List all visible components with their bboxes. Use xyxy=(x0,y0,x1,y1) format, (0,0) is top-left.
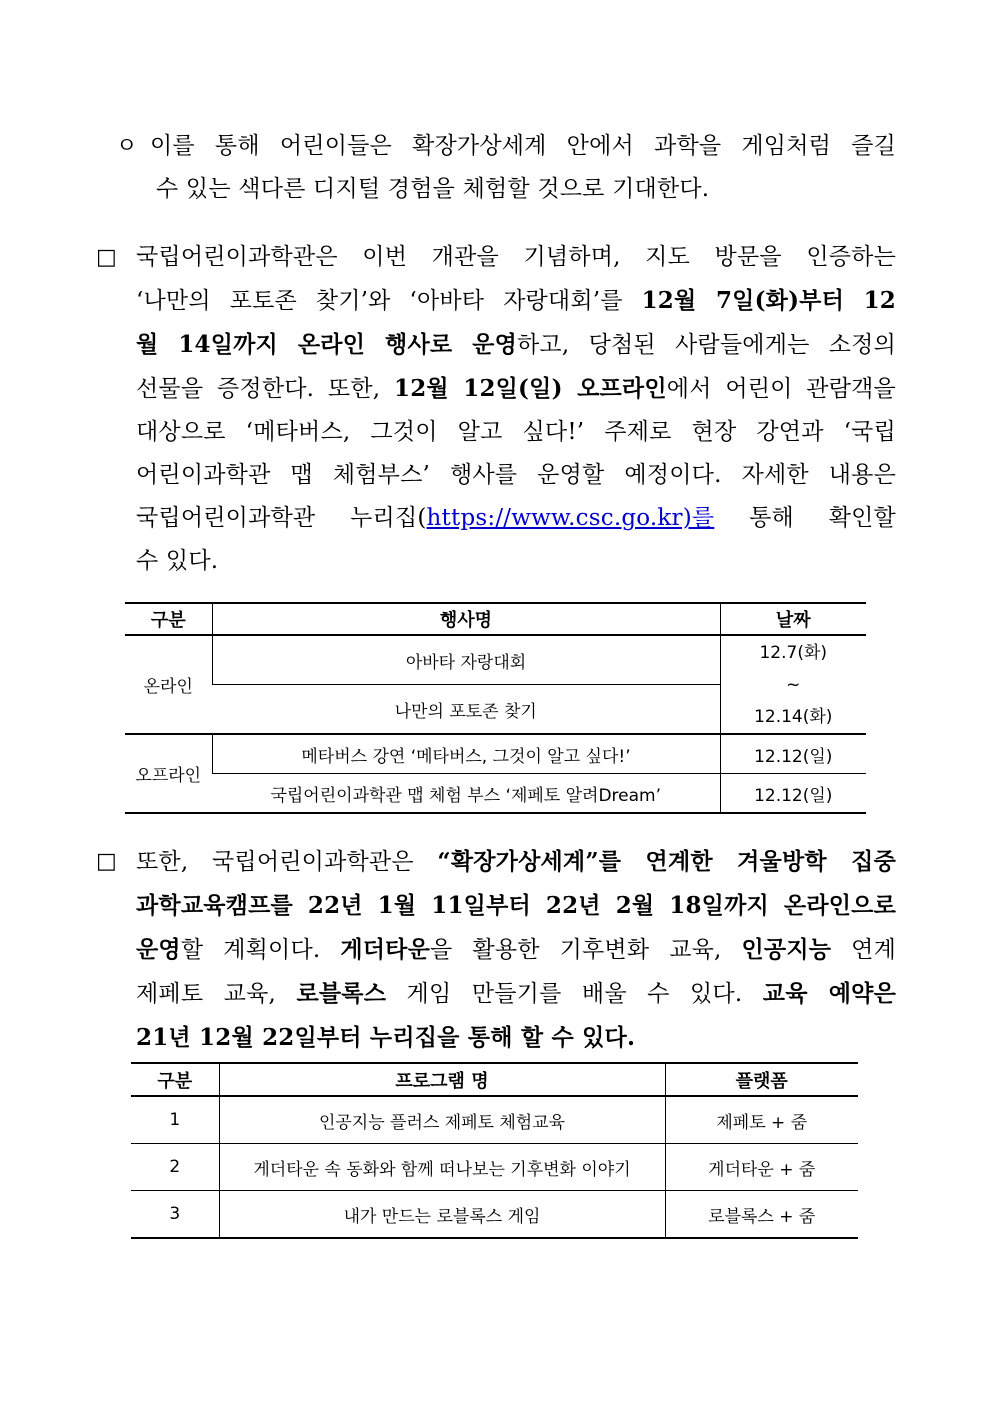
text-line xyxy=(136,884,896,928)
table-row xyxy=(131,1096,858,1144)
table-row xyxy=(131,1144,858,1191)
table-row xyxy=(131,1191,858,1239)
event-name: 메타버스 강연 ‘메타버스, 그것이 알고 싶다!’ xyxy=(212,734,720,774)
program-name: 인공지능 플러스 제페토 체험교육 xyxy=(219,1096,665,1144)
table-header-row xyxy=(125,603,866,635)
website-link[interactable]: https://www.csc.go.kr)를 xyxy=(426,505,715,531)
program-number: 2 xyxy=(131,1144,219,1191)
text-line xyxy=(136,323,896,367)
header-date: 날짜 xyxy=(720,603,866,635)
checkbox-marker: □ xyxy=(96,245,117,270)
bold-text: 게더타운 xyxy=(340,936,431,963)
text-span: 통해 확인할 xyxy=(714,505,896,531)
category-offline: 오프라인 xyxy=(125,734,212,813)
bold-text: 과학교육캠프를 22년 1월 11일부터 22년 2월 18일까지 온라인으로 xyxy=(136,892,896,919)
text-line xyxy=(136,1016,896,1060)
bold-text: “확장가상세계”를 연계한 겨울방학 집중 xyxy=(437,848,896,875)
text-span: 연계 xyxy=(831,937,896,963)
text-span: 국립어린이과학관 누리집( xyxy=(136,505,427,531)
paragraph-1-continued xyxy=(156,168,896,211)
online-date-range xyxy=(720,635,866,734)
text-span: 하고, 당첨된 사람들에게는 소정의 xyxy=(517,332,896,358)
event-date: 12.12(일) xyxy=(720,774,866,814)
event-name: 국립어린이과학관 맵 체험 부스 ‘제페토 알려Dream’ xyxy=(212,774,720,814)
text-line xyxy=(136,367,896,411)
program-number: 1 xyxy=(131,1096,219,1144)
date-start: 12.7(화) xyxy=(759,642,828,663)
table-row xyxy=(125,774,866,814)
table-row xyxy=(125,734,866,774)
text-line xyxy=(136,928,896,972)
text-line: 수 있는 색다른 디지털 경험을 체험할 것으로 기대한다. xyxy=(156,176,710,202)
bold-text: 12월 7일(화)부터 12 xyxy=(641,287,896,314)
event-table xyxy=(125,602,866,814)
text-line xyxy=(136,840,896,884)
bold-text: 운영 xyxy=(136,936,181,963)
text-line: 대상으로 ‘메타버스, 그것이 알고 싶다!’ 주제로 현장 강연과 ‘국립 xyxy=(136,419,896,445)
event-name: 나만의 포토존 찾기 xyxy=(212,685,720,735)
paragraph-2 xyxy=(136,236,896,583)
header-platform: 플랫폼 xyxy=(665,1063,858,1096)
program-platform: 로블록스 + 줌 xyxy=(665,1191,858,1239)
table-row xyxy=(125,635,866,685)
text-line xyxy=(136,972,896,1016)
event-date: 12.12(일) xyxy=(720,734,866,774)
text-span: 에서 어린이 관람객을 xyxy=(666,376,896,402)
header-number: 구분 xyxy=(131,1063,219,1096)
program-name: 내가 만드는 로블록스 게임 xyxy=(219,1191,665,1239)
header-event-name: 행사명 xyxy=(212,603,720,635)
table-header-row xyxy=(131,1063,858,1096)
text-span: 할 계획이다. xyxy=(180,937,341,963)
text-line xyxy=(136,497,896,540)
text-span: 선물을 증정한다. 또한, xyxy=(136,376,394,402)
paragraph-1 xyxy=(150,125,896,168)
bold-text: 교육 예약은 xyxy=(762,980,896,1007)
text-span: 제페토 교육, xyxy=(136,981,297,1007)
program-number: 3 xyxy=(131,1191,219,1239)
text-span: 게임 만들기를 배울 수 있다. xyxy=(386,981,763,1007)
date-separator: ~ xyxy=(786,674,801,695)
bold-text: 21년 12월 22일부터 누리집을 통해 할 수 있다. xyxy=(136,1024,636,1051)
paragraph-3 xyxy=(136,840,896,1060)
program-platform: 제페토 + 줌 xyxy=(665,1096,858,1144)
text-line: 수 있다. xyxy=(136,548,219,574)
program-table xyxy=(131,1062,858,1239)
bold-text: 로블록스 xyxy=(296,980,387,1007)
text-span: 또한, 국립어린이과학관은 xyxy=(136,849,438,875)
checkbox-marker: □ xyxy=(96,849,117,874)
text-span: 을 활용한 기후변화 교육, xyxy=(430,937,742,963)
header-category: 구분 xyxy=(125,603,212,635)
text-line: 국립어린이과학관은 이번 개관을 기념하며, 지도 방문을 인증하는 xyxy=(136,244,896,270)
text-line xyxy=(136,279,896,323)
header-program-name: 프로그램 명 xyxy=(219,1063,665,1096)
date-end: 12.14(화) xyxy=(754,706,833,727)
bold-text: 12월 12일(일) 오프라인 xyxy=(393,375,667,402)
bold-text: 월 14일까지 온라인 행사로 운영 xyxy=(136,331,518,358)
text-span: ‘나만의 포토존 찾기’와 ‘아바타 자랑대회’를 xyxy=(136,288,642,314)
program-platform: 게더타운 + 줌 xyxy=(665,1144,858,1191)
program-name: 게더타운 속 동화와 함께 떠나보는 기후변화 이야기 xyxy=(219,1144,665,1191)
category-online: 온라인 xyxy=(143,677,193,697)
bullet-marker: ㅇ xyxy=(116,134,138,159)
bold-text: 인공지능 xyxy=(741,936,832,963)
text-line: 어린이과학관 맵 체험부스’ 행사를 운영할 예정이다. 자세한 내용은 xyxy=(136,462,896,488)
event-name: 아바타 자랑대회 xyxy=(212,635,720,685)
text-line: 이를 통해 어린이들은 확장가상세계 안에서 과학을 게임처럼 즐길 xyxy=(150,133,896,159)
